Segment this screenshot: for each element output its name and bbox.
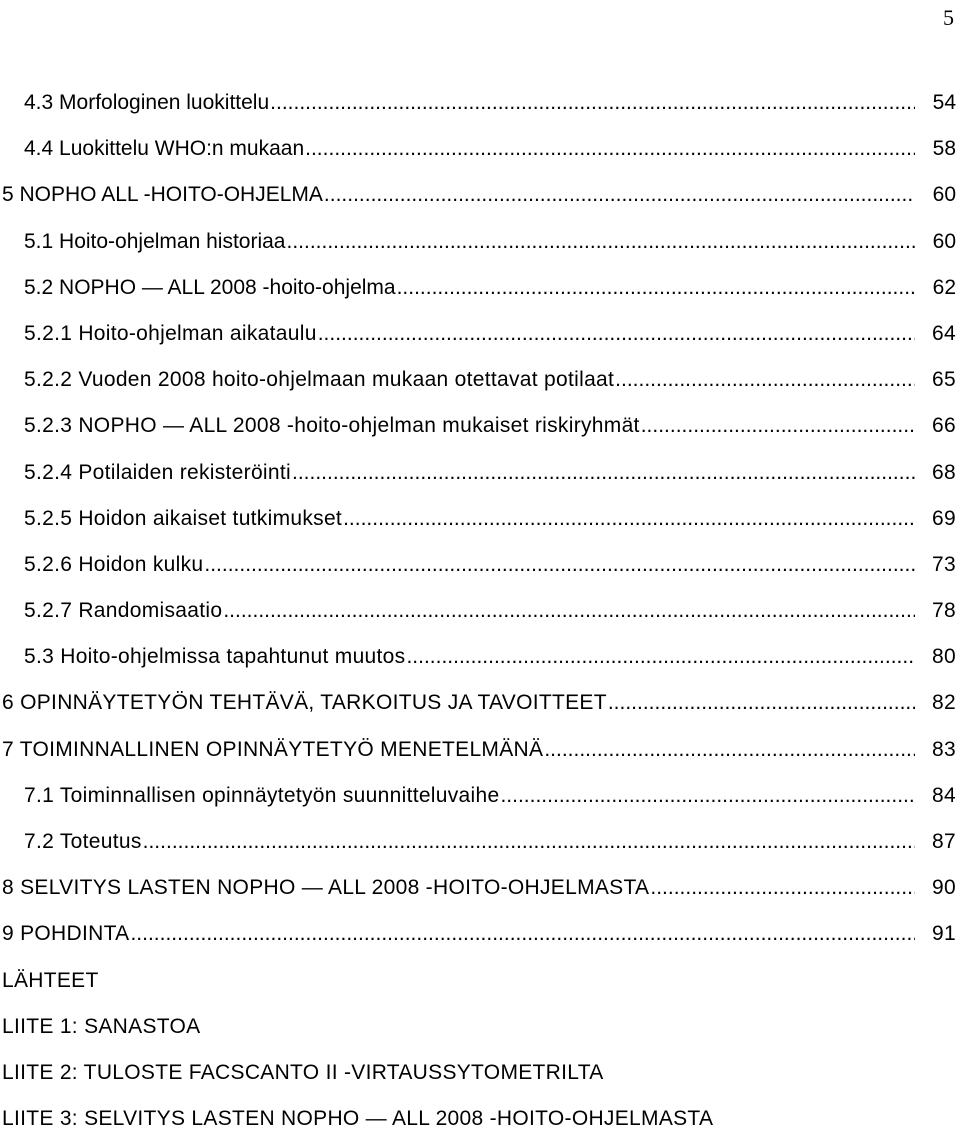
- toc-dot-leader: [223, 588, 915, 634]
- toc-entry[interactable]: [0, 1004, 960, 1050]
- toc-entry-label: 5.2.2 Vuoden 2008 hoito-ohjelmaan mukaan otettavat potilaat: [24, 368, 615, 392]
- toc-dot-leader: [343, 496, 915, 542]
- toc-dot-leader: [292, 450, 915, 496]
- toc-dot-leader: [324, 172, 915, 218]
- toc-entry-label: 4.4 Luokittelu WHO:n mukaan: [24, 137, 305, 161]
- toc-dot-leader: [305, 126, 915, 172]
- toc-entry-label: 5.2.5 Hoidon aikaiset tutkimukset: [24, 506, 343, 530]
- toc-dot-leader: [204, 542, 915, 588]
- toc-entry-page: 90: [932, 876, 956, 900]
- toc-entry-label: LIITE 3: SELVITYS LASTEN NOPHO — ALL 2008 -HOITO-OHJELMASTA: [2, 1107, 714, 1131]
- toc-entry[interactable]: [0, 542, 960, 588]
- toc-entry-label: 5.2.4 Potilaiden rekisteröinti: [24, 460, 291, 484]
- toc-dot-leader: [615, 357, 915, 403]
- table-of-contents: [0, 80, 960, 1142]
- toc-entry-page: 73: [932, 552, 956, 576]
- page-number: 5: [943, 5, 954, 30]
- toc-dot-leader: [270, 80, 915, 126]
- toc-entry-page: 64: [932, 321, 956, 345]
- toc-entry-page: 83: [932, 737, 956, 761]
- toc-entry-label: LIITE 1: SANASTOA: [2, 1014, 201, 1038]
- toc-dot-leader: [130, 911, 915, 957]
- toc-entry-page: 69: [932, 506, 956, 530]
- toc-entry-label: 5.2.1 Hoito-ohjelman aikataulu: [24, 321, 317, 345]
- toc-dot-leader: [286, 219, 915, 265]
- toc-entry-label: 5.1 Hoito-ohjelman historiaa: [24, 229, 286, 253]
- toc-entry[interactable]: [0, 773, 960, 819]
- toc-entry-label: 5.2.3 NOPHO — ALL 2008 -hoito-ohjelman mukaiset riskiryhmät: [24, 414, 640, 438]
- toc-dot-leader: [500, 773, 915, 819]
- toc-entry[interactable]: [0, 911, 960, 957]
- toc-entry[interactable]: [0, 265, 960, 311]
- toc-entry-label: 5.2.6 Hoidon kulku: [24, 552, 204, 576]
- toc-entry[interactable]: [0, 865, 960, 911]
- toc-entry-page: 54: [932, 91, 956, 114]
- toc-dot-leader: [544, 727, 915, 773]
- toc-entry[interactable]: [0, 172, 960, 218]
- toc-entry[interactable]: [0, 450, 960, 496]
- toc-entry-label: 8 SELVITYS LASTEN NOPHO — ALL 2008 -HOITO-OHJELMASTA: [2, 876, 650, 900]
- toc-entry-page: 66: [932, 414, 956, 438]
- toc-entry-page: 91: [932, 922, 956, 946]
- toc-dot-leader: [143, 819, 915, 865]
- toc-entry[interactable]: [0, 727, 960, 773]
- toc-entry-label: 7.2 Toteutus: [24, 830, 142, 853]
- toc-entry[interactable]: [0, 357, 960, 403]
- toc-entry[interactable]: [0, 403, 960, 449]
- toc-entry[interactable]: [0, 126, 960, 172]
- toc-dot-leader: [318, 311, 915, 357]
- toc-entry[interactable]: [0, 634, 960, 680]
- toc-entry-label: 6 OPINNÄYTETYÖN TEHTÄVÄ, TARKOITUS JA TAVOITTEET: [2, 691, 607, 715]
- toc-entry-page: 60: [932, 183, 956, 207]
- toc-entry-label: 9 POHDINTA: [2, 922, 130, 946]
- toc-entry[interactable]: [0, 680, 960, 726]
- toc-entry[interactable]: [0, 819, 960, 865]
- toc-entry-page: 65: [932, 368, 956, 392]
- toc-entry[interactable]: [0, 219, 960, 265]
- toc-entry-page: 84: [932, 783, 956, 807]
- toc-entry-page: 82: [932, 691, 956, 715]
- toc-entry-label: LIITE 2: TULOSTE FACSCANTO II -VIRTAUSSYTOMETRILTA: [2, 1060, 604, 1084]
- toc-entry-page: 62: [932, 275, 956, 299]
- toc-entry-page: 60: [932, 229, 956, 253]
- toc-entry-label: 5.2 NOPHO — ALL 2008 -hoito-ohjelma: [24, 275, 396, 299]
- toc-entry-label: LÄHTEET: [2, 968, 99, 992]
- toc-dot-leader: [608, 680, 915, 726]
- toc-entry[interactable]: [0, 588, 960, 634]
- toc-entry[interactable]: [0, 80, 960, 126]
- toc-entry-label: 7 TOIMINNALLINEN OPINNÄYTETYÖ MENETELMÄNÄ: [2, 737, 544, 761]
- toc-entry-page: 78: [932, 599, 956, 623]
- toc-entry[interactable]: [0, 1050, 960, 1096]
- toc-entry-label: 5.2.7 Randomisaatio: [24, 599, 223, 623]
- toc-entry-label: 5 NOPHO ALL -HOITO-OHJELMA: [2, 183, 323, 207]
- toc-entry[interactable]: [0, 958, 960, 1004]
- toc-entry-page: 87: [932, 830, 956, 853]
- toc-entry-page: 80: [932, 645, 956, 669]
- toc-entry[interactable]: [0, 496, 960, 542]
- toc-dot-leader: [650, 865, 915, 911]
- toc-entry-label: 5.3 Hoito-ohjelmissa tapahtunut muutos: [24, 645, 406, 669]
- toc-entry[interactable]: [0, 311, 960, 357]
- toc-dot-leader: [397, 265, 915, 311]
- toc-entry-label: 4.3 Morfologinen luokittelu: [24, 91, 270, 114]
- toc-entry-label: 7.1 Toiminnallisen opinnäytetyön suunnitteluvaihe: [24, 783, 500, 807]
- toc-dot-leader: [406, 634, 915, 680]
- toc-entry-page: 68: [932, 460, 956, 484]
- toc-entry[interactable]: [0, 1096, 960, 1142]
- toc-entry-page: 58: [932, 137, 956, 161]
- toc-dot-leader: [641, 403, 915, 449]
